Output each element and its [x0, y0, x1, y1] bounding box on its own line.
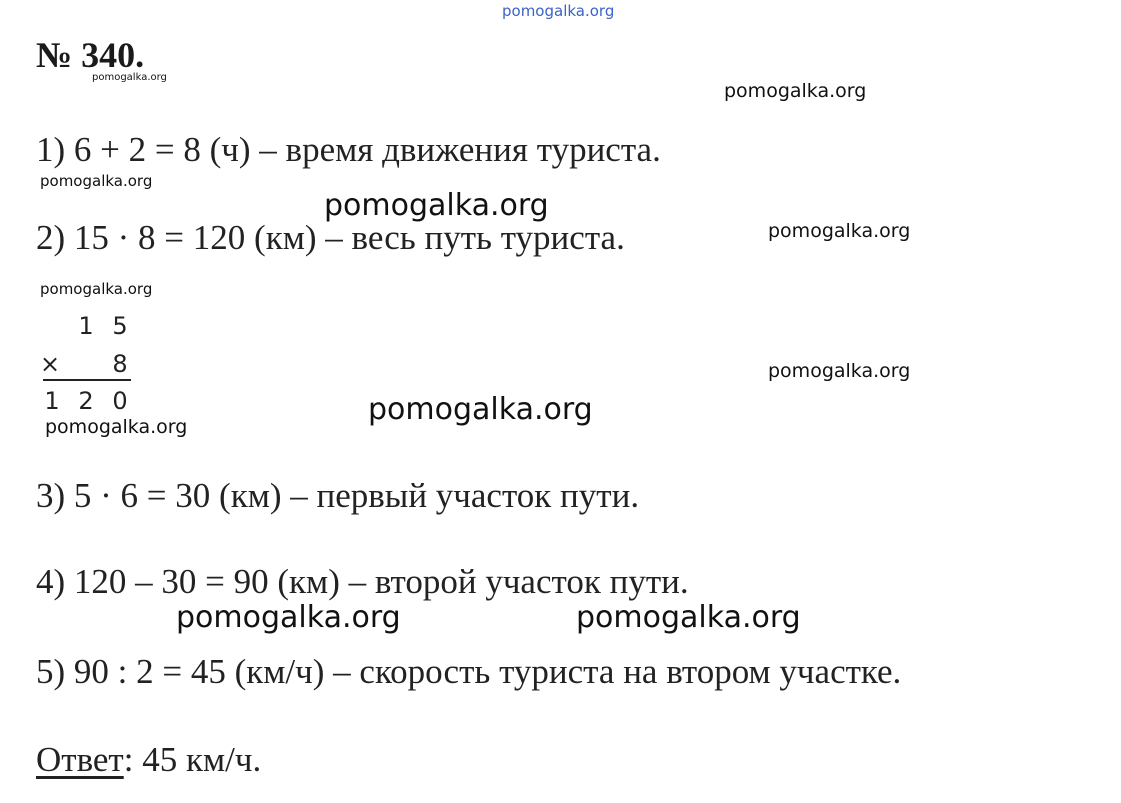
multiplicand-row: [40, 312, 132, 342]
watermark-top: pomogalka.org: [502, 2, 615, 20]
answer-label: Ответ: [36, 740, 124, 779]
watermark-right-1: pomogalka.org: [724, 80, 867, 102]
answer: [36, 740, 261, 780]
step-1: 1) 6 + 2 = 8 (ч) – время движения туриста.: [36, 130, 661, 169]
watermark-tiny: pomogalka.org: [92, 72, 167, 83]
multiplier-row: [40, 350, 132, 380]
step-3: 3) 5 · 6 = 30 (км) – первый участок пути.: [36, 476, 640, 515]
answer-value: : 45 км/ч.: [123, 740, 262, 779]
step-2: 2) 15 · 8 = 120 (км) – весь путь туриста.: [36, 218, 625, 257]
watermark-right-2: pomogalka.org: [768, 220, 911, 242]
watermark-big-4: pomogalka.org: [576, 600, 801, 635]
watermark-big-1: pomogalka.org: [324, 188, 549, 223]
step-4: 4) 120 – 30 = 90 (км) – второй участок пути.: [36, 562, 689, 601]
watermark-left-1: pomogalka.org: [40, 172, 153, 190]
multiply-sign: ×: [40, 350, 61, 378]
result-digit: 2: [78, 387, 94, 415]
step-5: 5) 90 : 2 = 45 (км/ч) – скорость туриста на втором участке.: [36, 652, 902, 691]
problem-number: № 340.: [36, 35, 145, 75]
multiplicand-digit: 1: [78, 312, 94, 340]
column-rule: [43, 379, 131, 381]
result-row: [40, 387, 132, 417]
watermark-left-3: pomogalka.org: [45, 416, 188, 438]
multiplicand-digit: 5: [112, 312, 128, 340]
result-digit: 1: [44, 387, 60, 415]
watermark-big-3: pomogalka.org: [176, 600, 401, 635]
watermark-big-2: pomogalka.org: [368, 392, 593, 427]
column-multiplication: [40, 312, 140, 417]
result-digit: 0: [112, 387, 128, 415]
watermark-left-2: pomogalka.org: [40, 280, 153, 298]
watermark-right-3: pomogalka.org: [768, 360, 911, 382]
multiplier-digit: 8: [112, 350, 128, 378]
